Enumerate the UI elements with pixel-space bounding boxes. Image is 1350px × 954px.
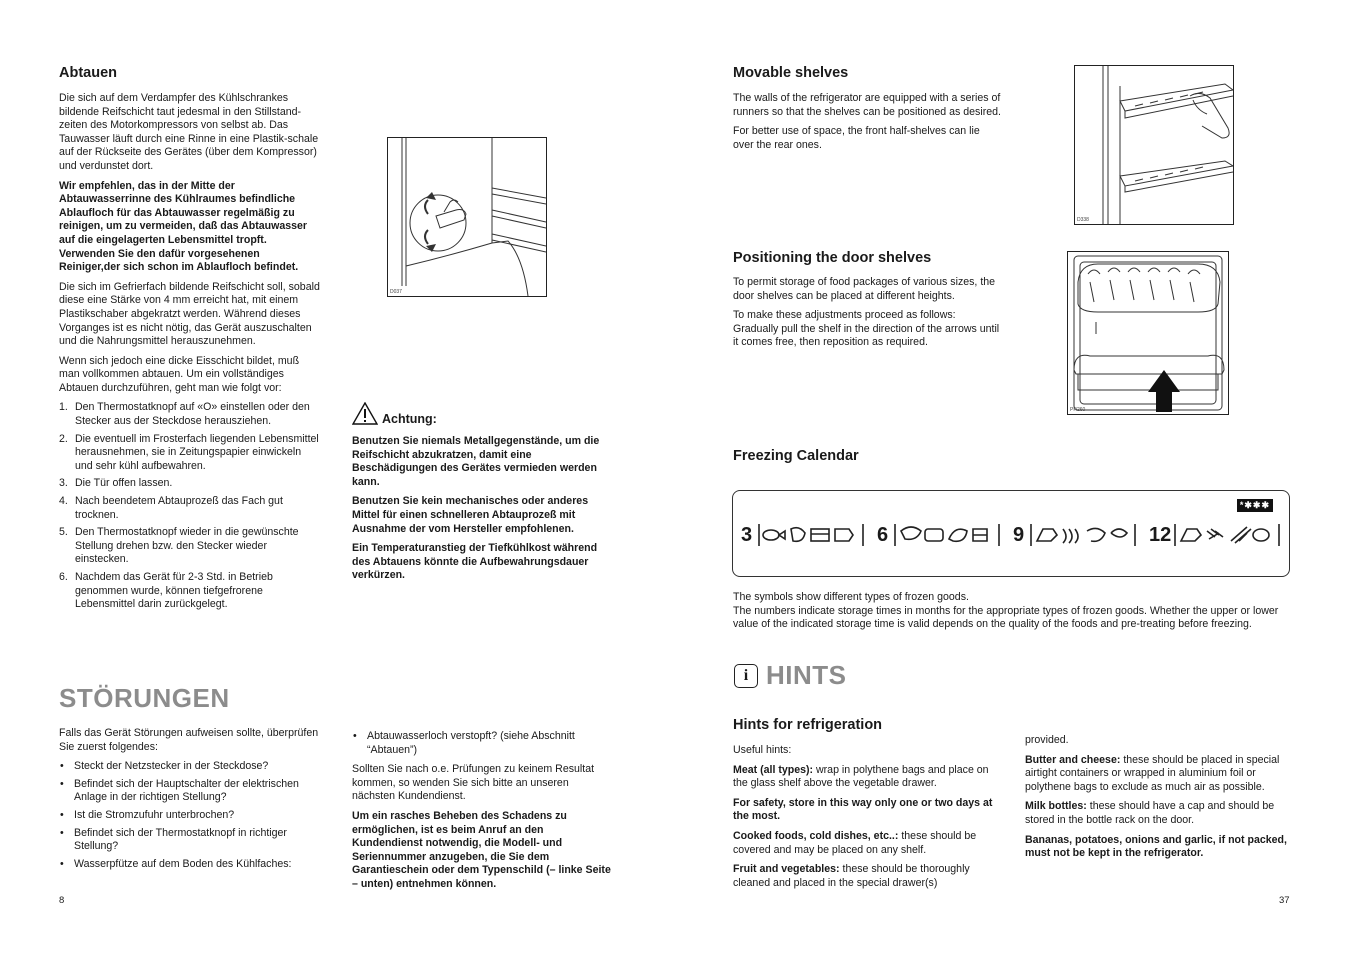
hint-cooked-foods: Cooked foods, cold dishes, etc..: these should be covered and may be placed on any shelf. xyxy=(733,829,977,856)
step-item xyxy=(59,433,321,474)
door-shelves-illustration xyxy=(1068,252,1228,414)
step-number: 4. xyxy=(59,495,68,508)
step-item xyxy=(59,401,321,428)
checklist-item: • Steckt der Netzstecker in der Steckdose? xyxy=(59,760,321,774)
defrost-figure xyxy=(387,137,547,297)
hint-milk-bottles: Milk bottles: these should have a cap and should be stored in the bottle rack on the door. xyxy=(1025,800,1275,826)
hint-fruit-vegetables: Fruit and vegetables: these should be thoroughly cleaned and placed in the special drawer(s) xyxy=(733,863,970,889)
defrost-illustration xyxy=(388,138,546,296)
figure-code: D037 xyxy=(390,289,402,295)
stoerungen-after: Sollten Sie nach o.e. Prüfungen zu keinem Resultat kommen, so wenden Sie sich bitte an unseren nächsten Kundendienst. xyxy=(352,763,595,803)
storage-months-6: 6 xyxy=(877,523,889,546)
storage-months-9: 9 xyxy=(1013,523,1025,546)
hint-safety: For safety, store in this way only one or two days at the most. xyxy=(733,796,993,823)
step-text: Den Thermostatknopf wieder in die gewünschte Stellung drehen bzw. den Stecker wieder einstecken. xyxy=(75,526,299,566)
door-shelves-heading: Positioning the door shelves xyxy=(733,250,932,266)
food-symbols-group-3-icon xyxy=(757,521,867,549)
abtauen-paragraph-3: Die sich im Gefrierfach bildende Reifschicht soll, sobald diese eine Stärke von 4 mm erreicht hat, mit einem Plastikschaber abgekratzt werden. Während dieses Vorganges ist es nicht nötig, das Gerät auszuschalten und die Nahrungsmittel herauszunehmen. xyxy=(59,280,320,348)
step-item xyxy=(59,477,321,491)
movable-shelves-body xyxy=(733,92,1001,152)
stoerungen-service-note: Um ein rasches Beheben des Schadens zu ermöglichen, ist es beim Anruf an den Kundendienst notwendig, die Modell- und Seriennummer anzugeben, die Sie dem Garantieschein oder dem Typenschild (– linke Seite – unten) entnehmen können. xyxy=(352,809,611,890)
hints-column-1 xyxy=(733,744,1001,890)
movable-shelves-heading: Movable shelves xyxy=(733,65,849,81)
hints-column-2 xyxy=(1025,734,1287,861)
abtauen-steps xyxy=(59,401,321,611)
figure-code: PR260 xyxy=(1070,407,1086,413)
door-shelves-body xyxy=(733,276,1001,350)
storage-time-row xyxy=(741,520,1289,550)
achtung-paragraph-3: Ein Temperaturanstieg der Tiefkühlkost während des Abtauens könnte die Aufbewahrungsdauer verkürzen. xyxy=(352,542,598,582)
step-text: Den Thermostatknopf auf «O» einstellen oder den Stecker aus der Steckdose herausziehen. xyxy=(75,401,310,428)
hint-bananas: Bananas, potatoes, onions and garlic, if not packed, must not be kept in the refrigerator. xyxy=(1025,833,1287,860)
stoerungen-column-1 xyxy=(59,727,321,875)
step-item xyxy=(59,571,321,612)
shelves-figure xyxy=(1074,65,1234,225)
food-symbols-group-9-icon xyxy=(1029,521,1139,549)
step-text: Die eventuell im Frosterfach liegenden Lebensmittel herausnehmen, sie in Zeitungspapier einwickeln und sehr kühl aufbewahren. xyxy=(75,432,319,472)
door-paragraph-1: To permit storage of food packages of various sizes, the door shelves can be placed at different heights. xyxy=(733,276,996,302)
achtung-box xyxy=(352,402,617,583)
step-number: 5. xyxy=(59,526,68,539)
storage-months-3: 3 xyxy=(741,523,753,546)
hint-meat: Meat (all types): wrap in polythene bags and place on the glass shelf above the vegetable drawer. xyxy=(733,763,989,790)
warning-icon xyxy=(352,402,378,425)
figure-code: D338 xyxy=(1077,217,1089,223)
storage-months-12: 12 xyxy=(1149,523,1172,546)
checklist-item: • Befindet sich der Hauptschalter der elektrischen Anlage in der richtigen Stellung? xyxy=(59,778,321,805)
checklist-item: • Befindet sich der Thermostatknopf in richtiger Stellung? xyxy=(59,827,321,854)
checklist-item: • Ist die Stromzufuhr unterbrochen? xyxy=(59,809,321,823)
step-number: 6. xyxy=(59,571,68,583)
food-symbols-group-12-icon xyxy=(1173,521,1283,549)
door-paragraph-2: To make these adjustments proceed as follows: Gradually pull the shelf in the direction of the arrows until it comes free, then reposition as required. xyxy=(733,309,1000,349)
abtauen-heading: Abtauen xyxy=(59,65,117,81)
step-item xyxy=(59,495,321,522)
shelves-illustration xyxy=(1075,66,1233,224)
step-text: Nach beendetem Abtauprozeß das Fach gut trocknen. xyxy=(75,495,283,521)
hints-heading: HINTS xyxy=(766,660,847,690)
stoerungen-heading: STÖRUNGEN xyxy=(59,683,230,713)
achtung-paragraph-2: Benutzen Sie kein mechanisches oder anderes Mittel für einen schnelleren Abtauprozeß mit Ausnahme der vom Hersteller empfohlenen. xyxy=(352,495,589,535)
star-rating-badge: *✱✱✱ xyxy=(1237,499,1273,512)
hints-title xyxy=(734,660,847,691)
calendar-note-1: The symbols show different types of frozen goods. xyxy=(733,591,969,603)
stoerungen-column-2 xyxy=(352,730,614,892)
checklist-item: • Abtauwasserloch verstopft? (siehe Abschnitt “Abtauen”) xyxy=(352,730,614,757)
step-number: 3. xyxy=(59,477,68,490)
step-number: 2. xyxy=(59,432,68,445)
stoerungen-intro: Falls das Gerät Störungen aufweisen sollte, überprüfen Sie zuerst folgendes: xyxy=(59,727,319,753)
freezing-calendar-panel xyxy=(732,490,1290,577)
freezing-calendar-heading: Freezing Calendar xyxy=(733,448,859,464)
refrigeration-hints-heading: Hints for refrigeration xyxy=(733,717,883,733)
movable-paragraph-2: For better use of space, the front half-shelves can lie over the rear ones. xyxy=(733,125,980,151)
step-item xyxy=(59,526,321,567)
abtauen-recommendation: Wir empfehlen, das in der Mitte der Abtauwasserrinne des Kühlraumes befindliche Ablaufloch für das Abtauwasser regelmäßig zu reinigen, um zu vermeiden, daß das Abtauwasser auf die eingelagerten Lebensmittel tropft. Verwenden Sie den dafür vorgesehenen Reiniger,der sich schon im Ablaufloch befindet. xyxy=(59,179,308,274)
abtauen-paragraph-4: Wenn sich jedoch eine dicke Eisschicht bildet, muß man vollkommen abtauen. Um ein vollständiges Abtauen durchzuführen, geht man wie folgt vor: xyxy=(59,354,300,394)
useful-hints: Useful hints: xyxy=(733,744,792,756)
step-text: Nachdem das Gerät für 2-3 Std. in Betrieb genommen wurde, können tiefgefrorene Lebensmittel darin zurückgelegt. xyxy=(75,571,273,611)
abtauen-paragraph-1: Die sich auf dem Verdampfer des Kühlschrankes bildende Reifschicht taut jedesmal in den Stillstand-zeiten des Motorkompressors von selbst ab. Das Tauwasser läuft durch eine Rinne in eine Plastik-schale auf der Rückseite des Gerätes (über dem Kompressor) und verdunstet dort. xyxy=(59,92,319,172)
food-symbols-group-6-icon xyxy=(893,521,1003,549)
achtung-paragraph-1: Benutzen Sie niemals Metallgegenstände, um die Reifschicht abzukratzen, damit eine Beschädigungen des Gerätes vermieden werden kann. xyxy=(352,435,600,488)
stoerungen-checklist xyxy=(59,760,321,871)
movable-paragraph-1: The walls of the refrigerator are equipped with a series of runners so that the shelves can be positioned as desired. xyxy=(733,92,1001,118)
stoerungen-checklist-continued xyxy=(352,730,614,757)
achtung-title: Achtung: xyxy=(382,412,437,426)
checklist-item: • Wasserpfütze auf dem Boden des Kühlfaches: xyxy=(59,858,321,872)
hint-butter-cheese: Butter and cheese: these should be placed in special airtight containers or wrapped in aluminium foil or polythene bags to exclude as much air as possible. xyxy=(1025,753,1280,793)
freezing-calendar-notes xyxy=(733,591,1293,632)
page-number-left: 8 xyxy=(59,895,65,906)
calendar-note-2: The numbers indicate storage times in months for the appropriate types of frozen goods. Whether the upper or lower value of the indicated storage time is valid depends on the quality of the foods and pre-treating before freezing. xyxy=(733,604,1279,631)
step-number: 1. xyxy=(59,401,68,414)
door-shelves-figure xyxy=(1067,251,1229,415)
abtauen-body xyxy=(59,92,321,616)
info-icon: i xyxy=(734,664,758,688)
step-text: Die Tür offen lassen. xyxy=(75,477,173,490)
page-number-right: 37 xyxy=(1279,895,1290,906)
hint-provided: provided. xyxy=(1025,734,1069,746)
